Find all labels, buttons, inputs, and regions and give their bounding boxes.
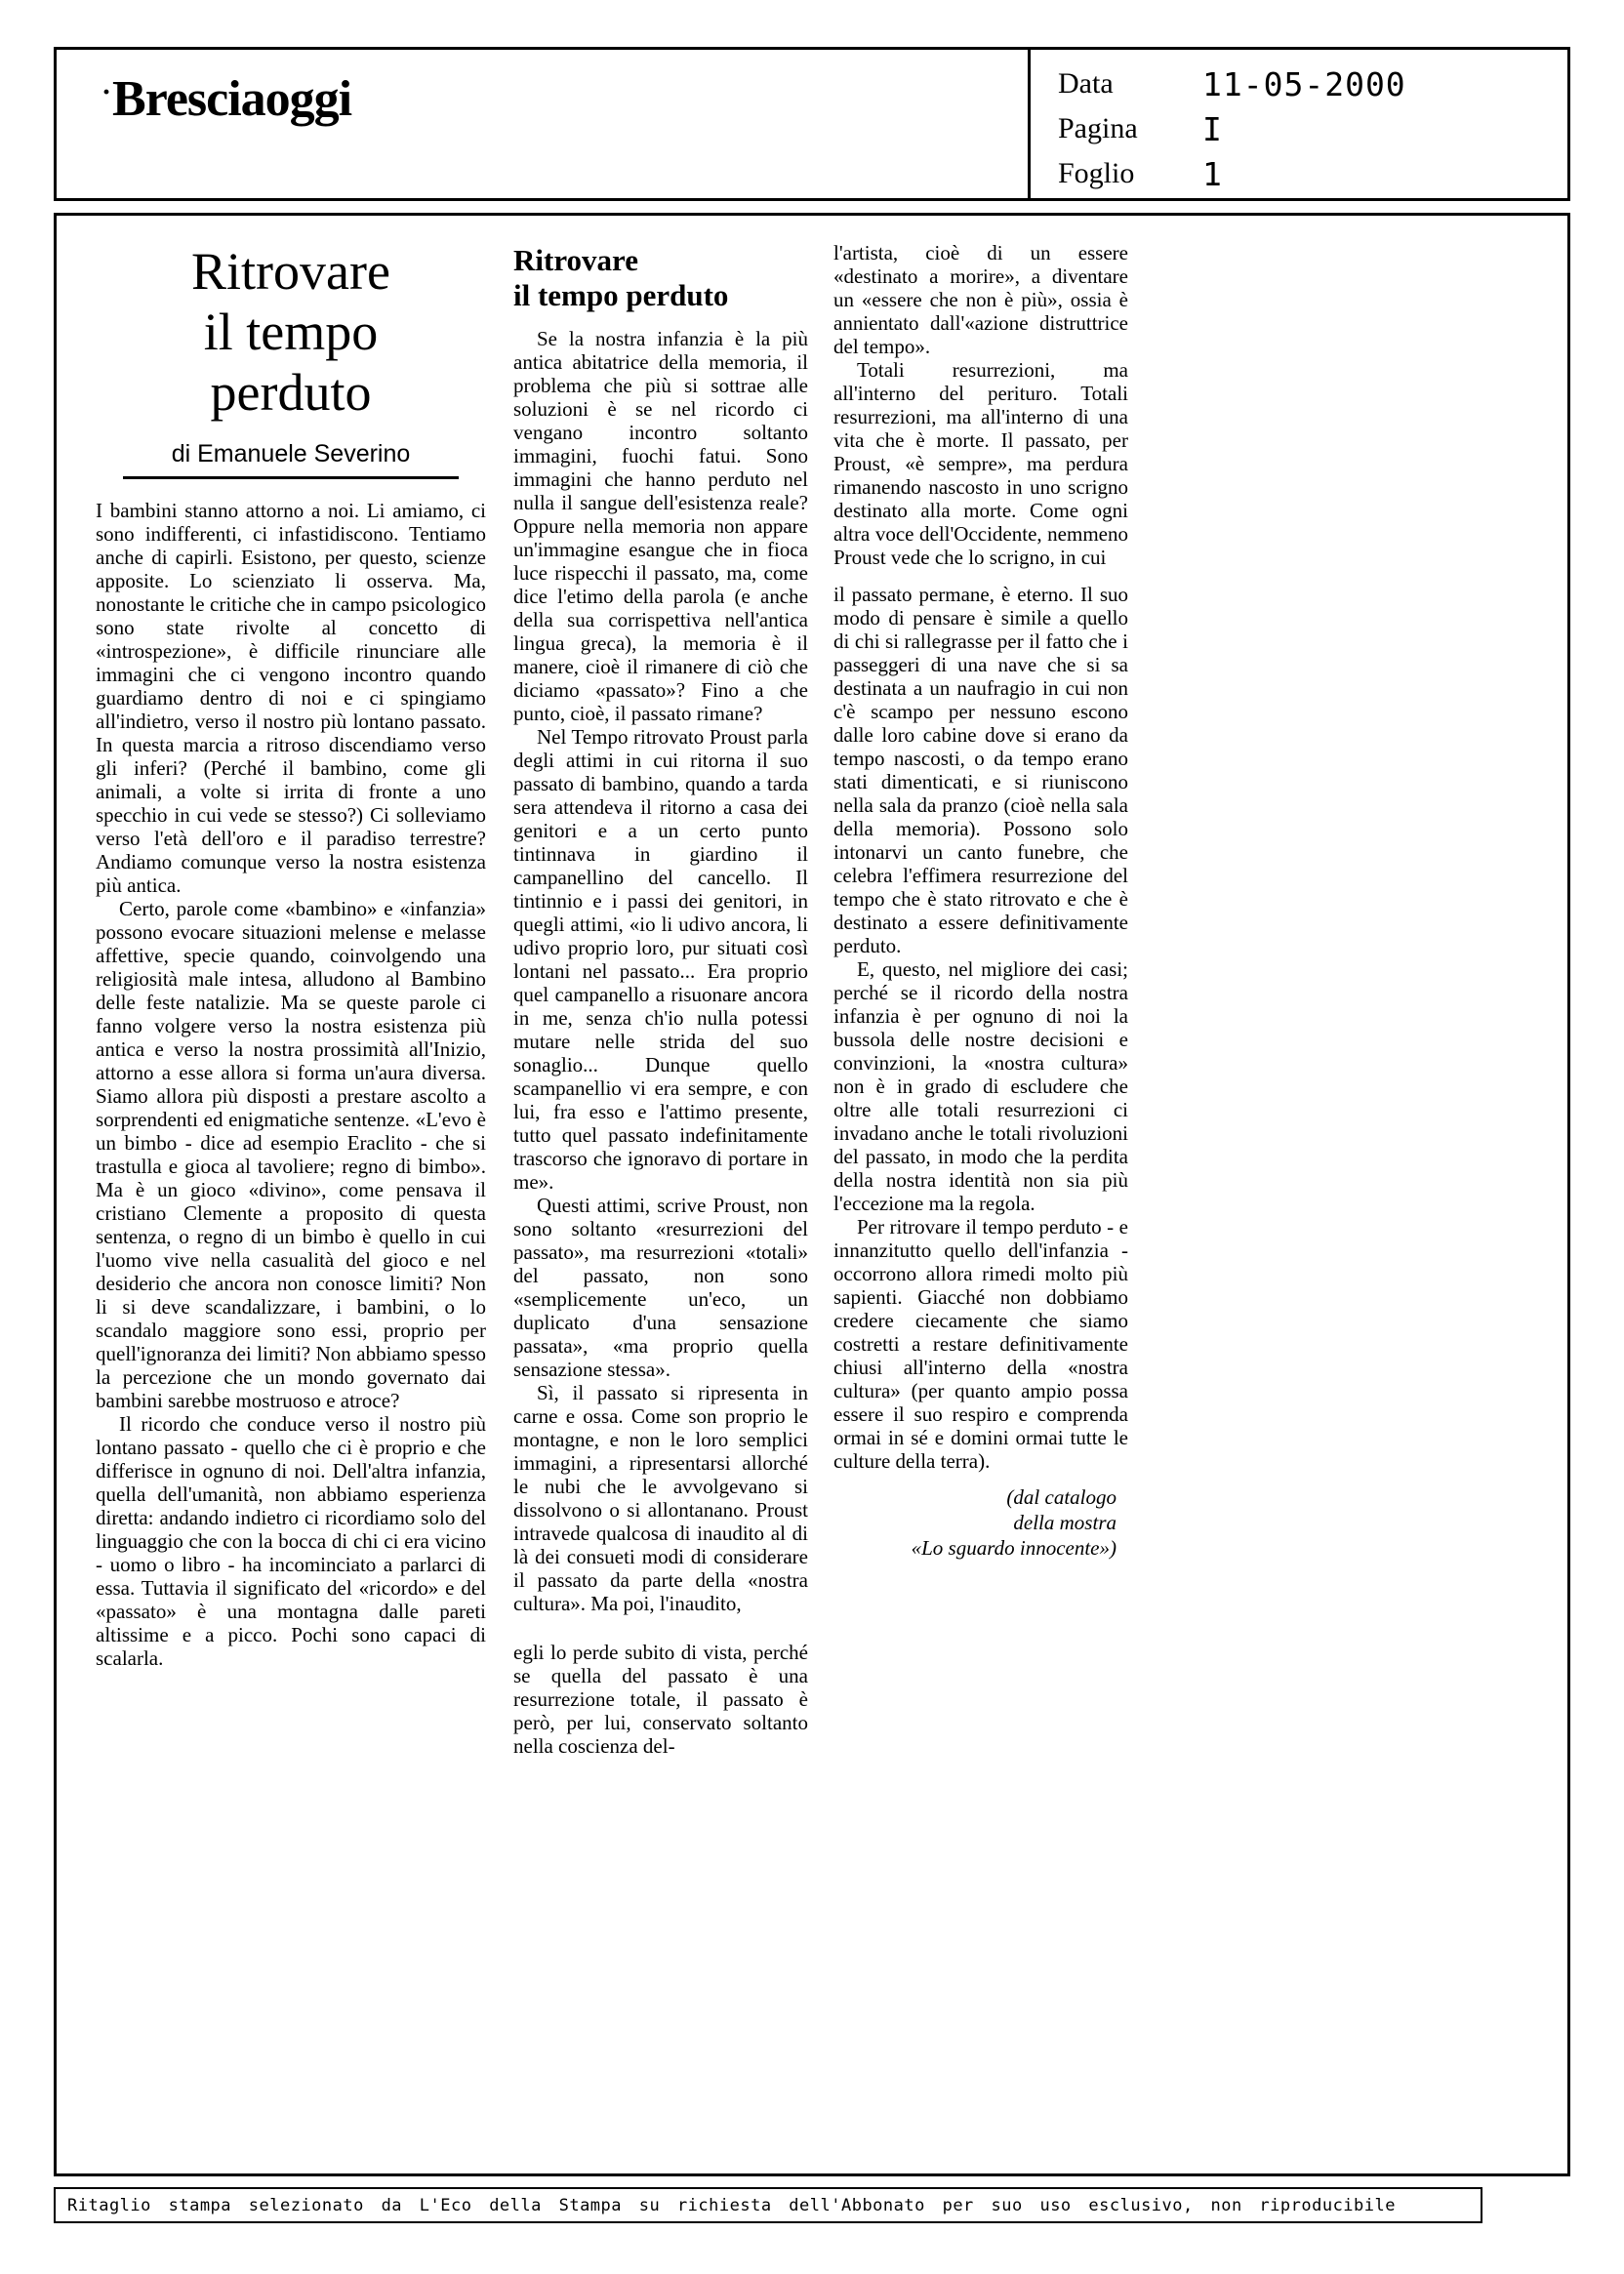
attribution-line: della mostra [1013,1511,1116,1534]
headline-line: il tempo [203,303,379,361]
article-paragraph: Certo, parole come «bambino» e «infanzia» possono evocare situazioni melense e melasse affettive, specie quando, coinvolgendo una religiosità male intesa, alludono al Bambino delle feste natalizie. Ma se queste parole ci fanno volgere verso la nostra esistenza più antica e verso la nostra prossimità all'Inizio, attorno a esse allora si forma un'aura diversa. Siamo allora più disposti a prestare ascolto a sorprendenti ed enigmatiche sentenze. «L'evo è un bimbo - dice ad esempio Eraclito - che si trastulla e gioca al tavoliere; regno di bimbo». Ma è un gioco «divino», come pensava il cristiano Clemente a proposito di questa sentenza, o regno di un bimbo è quello in cui l'uomo vive nella casualità del gioco e nel desiderio che ancora non conosce limiti? Non li si deve scandalizzare, i bambini, o lo scandalo maggiore sono essi, proprio per quell'ignoranza dei limiti? Non abbiamo spesso la percezione che un mondo governato dai bambini sarebbe mostruoso e atroce? [96,897,486,1412]
masthead-box [54,47,1031,201]
meta-data-label: Data [1058,67,1114,100]
article-paragraph: Il ricordo che conduce verso il nostro più lontano passato - quello che ci è proprio e che differisce in ognuno di noi. Dell'altra infanzia, quella dell'umanità, non abbiamo esperienza diretta: andando indietro ci ricordiamo solo del linguaggio che con la bocca di chi ci era vicino - uomo o libro - ha incominciato a parlarci di essa. Tuttavia il significato del «ricordo» e del «passato» è una montagna dalle pareti altissime e a picco. Pochi sono capaci di scalarla. [96,1412,486,1670]
headline-line: Ritrovare [191,242,390,301]
clipping-meta-box [1028,47,1570,201]
meta-row-foglio [1058,151,1544,196]
article-paragraph: Per ritrovare il tempo perduto - e innanzitutto quello dell'infanzia - occorrono allora rimedi molto più sapienti. Giacché non dobbiamo credere ciecamente che siamo costretti a restare definitivamente chiusi all'interno della «nostra cultura» (per quanto ampio possa essere il suo respiro e comprenda ormai in sé e domini ormai tutte le culture della terra). [833,1215,1128,1473]
clipping-header [54,47,1570,201]
article-paragraph: I bambini stanno attorno a noi. Li amiamo, ci sono indifferenti, ci infastidiscono. Tentiamo anche di capirli. Esistono, per questo, scienze apposite. Lo scienziato li osserva. Ma, nonostante le critiche che in campo psicologico sono state rivolte al concetto di «introspezione», è difficile rinunciare alle immagini che ci vengono incontro quando guardiamo dentro di noi e ci spingiamo all'indietro, verso il nostro più lontano passato. In questa marcia a ritroso discendiamo verso gli inferi? (Perché il bambino, come gli animali, a volte si irrita di fronte a uno specchio in cui vede se stesso?) Ci solleviamo verso l'età dell'oro e il paradiso terrestre? Andiamo comunque verso la nostra esistenza più antica. [96,499,486,897]
article-subheadline [513,243,808,313]
article-paragraph: Nel Tempo ritrovato Proust parla degli attimi in cui ritorna il suo passato di bambino, quando a tarda sera attendeva il ritorno a casa dei genitori e a un certo punto tintinnava in giardino il campanellino del cancello. Il tintinnio e i passi dei genitori, in quegli attimi, «io li udivo ancora, li udivo proprio loro, pur situati così lontani nel passato... Era proprio quel campanello a risuonare ancora in me, senza ch'io nulla potessi mutare nelle strida del suo sonaglio... Dunque quello scampanellio vi era sempre, e con lui, fra esso e l'attimo presente, tutto quel passato indefinitamente trascorso che ignoravo di portare in me». [513,725,808,1194]
attribution-line: «Lo sguardo innocente») [911,1536,1116,1560]
meta-data-value: 11-05-2000 [1202,64,1406,103]
meta-foglio-label: Foglio [1058,157,1135,189]
article-byline: di Emanuele Severino [123,440,459,479]
article-paragraph: Totali resurrezioni, ma all'interno del perituro. Totali resurrezioni, ma all'interno di una vita che è morte. Il passato, per Proust, «è sempre», ma perdura rimanendo nascosto in uno scrigno destinato alla morte. Come ogni altra voce dell'Occidente, nemmeno Proust vede che lo scrigno, in cui [833,358,1128,569]
meta-pagina-label: Pagina [1058,112,1138,144]
logo-dot: · [102,76,111,108]
article-paragraph: l'artista, cioè di un essere «destinato a morire», a diventare un «essere che non è più», ossia è annientato dall'«azione distruttrice del tempo». [833,241,1128,358]
article-attribution [833,1484,1128,1561]
article-paragraph: Sì, il passato si ripresenta in carne e ossa. Come son proprio le montagne, e non le loro semplici immagini, a ripresentarsi allorché le nubi che le avvolgevano si dissolvono o si allontanano. Proust intravede qualcosa di inaudito al di là dei consueti modi di considerare il passato da parte della «nostra cultura». Ma poi, l'inaudito, [513,1381,808,1615]
article-column-1 [96,241,486,2173]
article-column-2 [513,241,808,2173]
article-box [54,213,1570,2176]
article-paragraph: Questi attimi, scrive Proust, non sono soltanto «resurrezioni del passato», ma resurrezioni «totali» del passato, non sono «semplicemente un'eco, un duplicato d'una sensazione passata», «ma proprio quella sensazione stessa». [513,1194,808,1381]
article-headline [96,241,486,423]
headline-line: perduto [210,363,372,422]
meta-row-data [1058,61,1544,106]
attribution-line: (dal catalogo [1006,1485,1116,1509]
subheadline-line: Ritrovare [513,243,638,277]
footer-strip [54,2187,1482,2223]
article-paragraph: egli lo perde subito di vista, perché se quella del passato è una resurrezione totale, il passato è però, per lui, conservato soltanto nella coscienza del- [513,1641,808,1758]
masthead-logo-text: Bresciaoggi [112,71,352,127]
meta-foglio-value: 1 [1202,154,1223,193]
article-paragraph: il passato permane, è eterno. Il suo modo di pensare è simile a quello di chi si rallegrasse per il fatto che i passeggeri di una nave che si sa destinata a un naufragio in cui non c'è scampo per nessuno escono dalle loro cabine dove si erano da tempo nascosti, o da tempo erano stati dimenticati, e si riuniscono nella sala da pranzo (cioè nella sala della memoria). Possono solo intonarvi un canto funebre, che celebra l'effimera resurrezione del tempo che è stato ritrovato e che è destinato a essere definitivamente perduto. [833,583,1128,957]
article-paragraph: E, questo, nel migliore dei casi; perché se il ricordo della nostra infanzia è per ognuno di noi la bussola delle nostre decisioni e convinzioni, la «nostra cultura» non è in grado di escludere che oltre alle totali resurrezioni ci invadano anche le totali rivoluzioni del passato, in modo che la perdita della nostra identità non sia più l'eccezione ma la regola. [833,957,1128,1215]
footer-strip-text: Ritaglio stampa selezionato da L'Eco della Stampa su richiesta dell'Abbonato per suo uso esclusivo, non riproducibile [67,2196,1396,2215]
subheadline-line: il tempo perduto [513,278,729,312]
meta-row-pagina [1058,106,1544,151]
article-column-3 [833,241,1128,2173]
article-paragraph: Se la nostra infanzia è la più antica abitatrice della memoria, il problema che più si sottrae alle soluzioni è se nel ricordo ci vengano incontro soltanto immagini, fuochi fatui. Sono immagini che hanno perduto nel nulla il sangue dell'esistenza reale? Oppure nella memoria non appare un'immagine esangue che in fioca luce rispecchi il passato, ma, come dice l'etimo della parola (e anche della sua corrispettiva nell'antica lingua greca), la memoria è il manere, cioè il rimanere di ciò che diciamo «passato»? Fino a che punto, cioè, il passato rimane? [513,327,808,725]
masthead-logo [102,65,1028,127]
meta-pagina-value: I [1202,109,1223,148]
